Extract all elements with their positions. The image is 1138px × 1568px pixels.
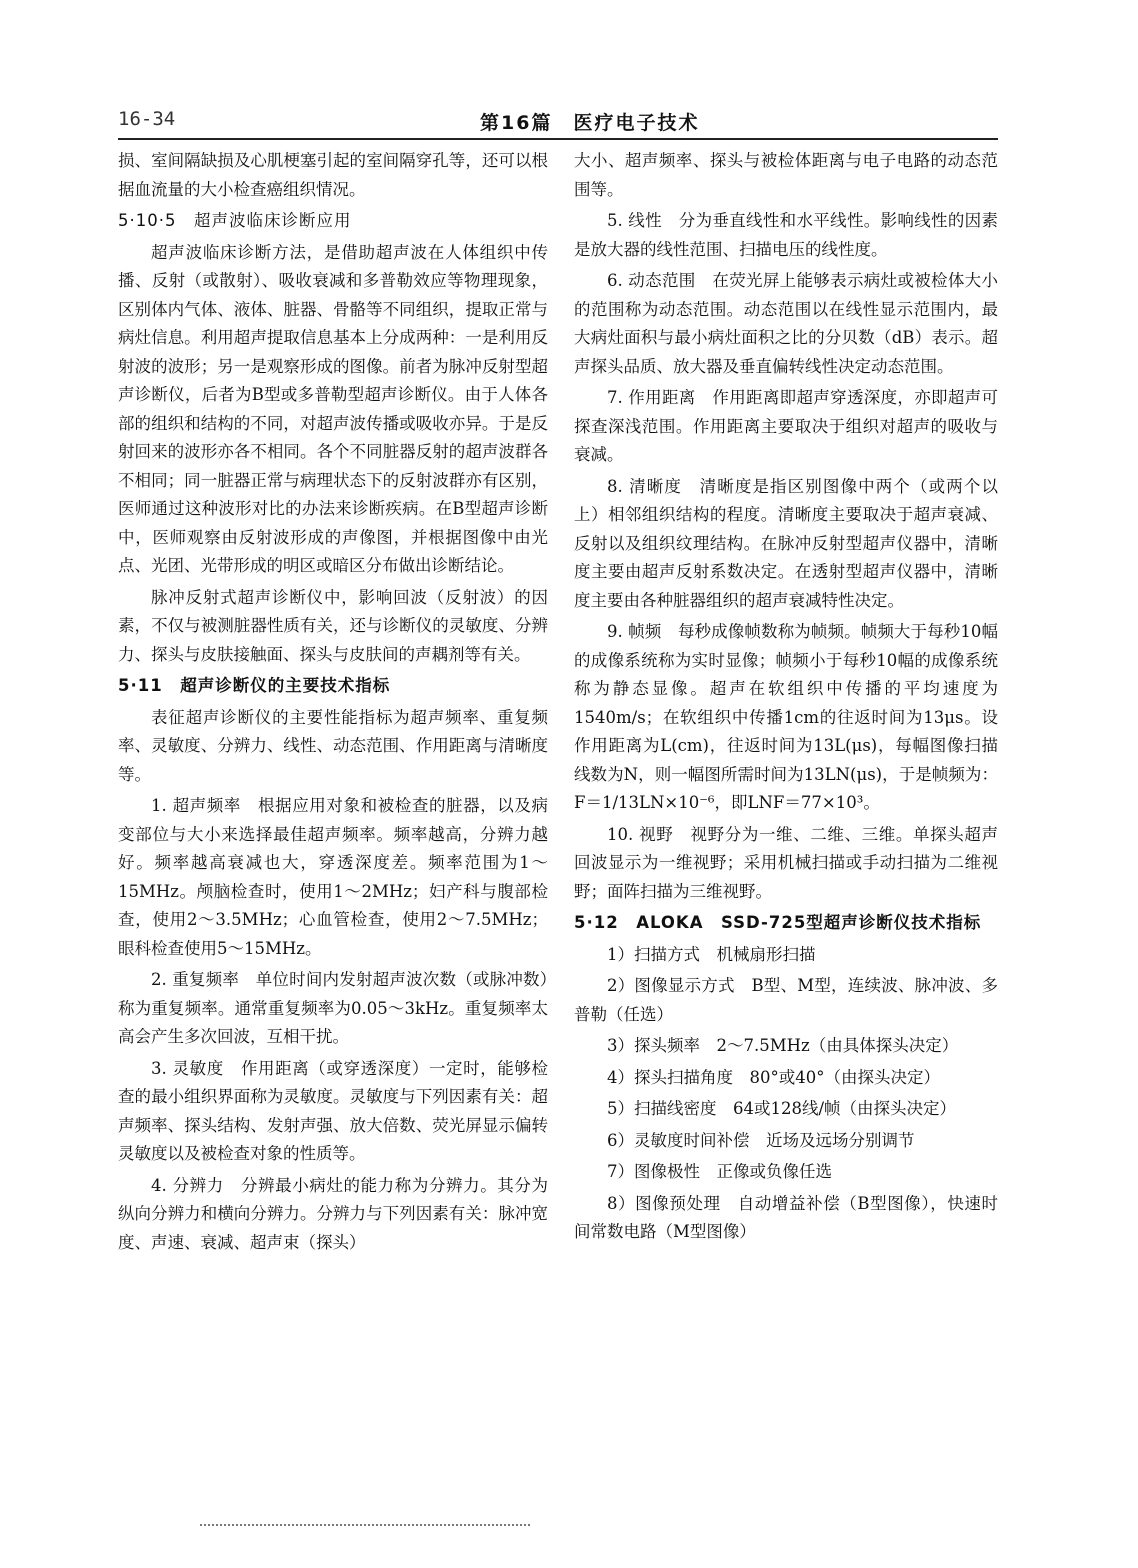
paragraph: 3. 灵敏度 作用距离（或穿透深度）一定时，能够检查的最小组织界面称为灵敏度。灵敏度与下列因素有关：超声频率、探头结构、发射声强、放大倍数、荧光屏显示偏转灵敏度以及被检查对象的性质等。	[118, 1058, 548, 1163]
running-title: 第16篇 医疗电子技术	[480, 112, 700, 134]
page-number: 16-34	[118, 108, 176, 130]
paragraph: 表征超声诊断仪的主要性能指标为超声频率、重复频率、灵敏度、分辨力、线性、动态范围、作用距离与清晰度等。	[118, 707, 548, 784]
paragraph: 脉冲反射式超声诊断仪中，影响回波（反射波）的因素，不仅与被测脏器性质有关，还与诊断仪的灵敏度、分辨力、探头与皮肤接触面、探头与皮肤间的声耦剂等有关。	[118, 587, 548, 664]
spec-item: 1）扫描方式 机械扇形扫描	[607, 944, 816, 964]
paragraph: 10. 视野 视野分为一维、二维、三维。单探头超声回波显示为一维视野；采用机械扫描或手动扫描为二维视野；面阵扫描为三维视野。	[574, 824, 998, 901]
paragraph: 2. 重复频率 单位时间内发射超声波次数（或脉冲数）称为重复频率。通常重复频率为0.05～3kHz。重复频率太高会产生多次回波，互相干扰。	[118, 970, 548, 1046]
spec-item: 5）扫描线密度 64或128线/帧（由探头决定）	[607, 1099, 957, 1118]
paragraph: 大小、超声频率、探头与被检体距离与电子电路的动态范围等。	[574, 151, 998, 199]
paragraph: 9. 帧频 每秒成像帧数称为帧频。帧频大于每秒10幅的成像系统称为实时显像；帧频小于每秒10幅的成像系统称为静态显像。超声在软组织中传播的平均速度为1540m/s；在软组织中传播1cm的往返时间为13μs。设作用距离为L(cm)，往返时间为13L(μs)，每幅图像扫描线数为N，则一幅图所需时间为13LN(μs)，于是帧频为：F＝1/13LN×10⁻⁶，即LNF＝77×10³。	[574, 622, 998, 812]
section-heading-5-12: 5·12 ALOKA SSD-725型超声诊断仪技术指标	[574, 913, 982, 932]
paragraph: 1. 超声频率 根据应用对象和被检查的脏器，以及病变部位与大小来选择最佳超声频率。频率越高，分辨力越好。频率越高衰减也大，穿透深度差。频率范围为1～15MHz。颅脑检查时，使用1～2MHz；妇产科与腹部检查，使用2～3.5MHz；心血管检查，使用2～7.5MHz；眼科检查使用5～15MHz。	[118, 796, 548, 958]
header-rule	[118, 138, 998, 140]
paragraph: 7. 作用距离 作用距离即超声穿透深度，亦即超声可探查深浅范围。作用距离主要取决于组织对超声的吸收与衰减。	[574, 388, 998, 464]
paragraph: 4. 分辨力 分辨最小病灶的能力称为分辨力。其分为纵向分辨力和横向分辨力。分辨力与下列因素有关：脉冲宽度、声速、衰减、超声束（探头）	[118, 1175, 548, 1252]
paragraph: 6. 动态范围 在荧光屏上能够表示病灶或被检体大小的范围称为动态范围。动态范围以在线性显示范围内，最大病灶面积与最小病灶面积之比的分贝数（dB）表示。超声探头品质、放大器及垂直偏转线性决定动态范围。	[574, 271, 998, 376]
spec-item: 3）探头频率 2～7.5MHz（由具体探头决定）	[607, 1036, 959, 1055]
right-column	[574, 147, 998, 1250]
paragraph: 超声波临床诊断方法，是借助超声波在人体组织中传播、反射（或散射）、吸收衰减和多普勒效应等物理现象，区别体内气体、液体、脏器、骨骼等不同组织，提取正常与病灶信息。利用超声提取信息基本上分成两种：一是利用反射波的波形；另一是观察形成的图像。前者为脉冲反射型超声诊断仪，后者为B型或多普勒型超声诊断仪。由于人体各部的组织和结构的不同，对超声波传播或吸收亦异。于是反射回来的波形亦各不相同。各个不同脏器反射的超声波群各不相同；同一脏器正常与病理状态下的反射波群亦有区别，医师通过这种波形对比的办法来诊断疾病。在B型超声诊断中，医师观察由反射波形成的声像图，并根据图像中由光点、光团、光带形成的明区或暗区分布做出诊断结论。	[118, 242, 548, 575]
spec-item: 7）图像极性 正像或负像任选	[607, 1162, 832, 1181]
paragraph: 5. 线性 分为垂直线性和水平线性。影响线性的因素是放大器的线性范围、扫描电压的线性度。	[574, 211, 998, 259]
spec-item: 2）图像显示方式 B型、M型，连续波、脉冲波、多普勒（任选）	[574, 976, 998, 1024]
paragraph: 损、室间隔缺损及心肌梗塞引起的室间隔穿孔等，还可以根据血流量的大小检查癌组织情况。	[118, 151, 548, 199]
footer-dotted-line	[200, 1524, 530, 1526]
spec-item: 8）图像预处理 自动增益补偿（B型图像），快速时间常数电路（M型图像）	[574, 1193, 998, 1241]
spec-item: 4）探头扫描角度 80°或40°（由探头决定）	[607, 1067, 940, 1087]
section-heading-5-10-5: 5·10·5 超声波临床诊断应用	[118, 211, 352, 230]
page-header	[118, 108, 996, 138]
left-column	[118, 147, 548, 1260]
paragraph: 8. 清晰度 清晰度是指区别图像中两个（或两个以上）相邻组织结构的程度。清晰度主要取决于超声衰减、反射以及组织纹理结构。在脉冲反射型超声仪器中，清晰度主要由超声反射系数决定。在透射型超声仪器中，清晰度主要由各种脏器组织的超声衰减特性决定。	[574, 476, 998, 610]
section-heading-5-11: 5·11 超声诊断仪的主要技术指标	[118, 676, 391, 695]
spec-item: 6）灵敏度时间补偿 近场及远场分别调节	[607, 1130, 915, 1150]
